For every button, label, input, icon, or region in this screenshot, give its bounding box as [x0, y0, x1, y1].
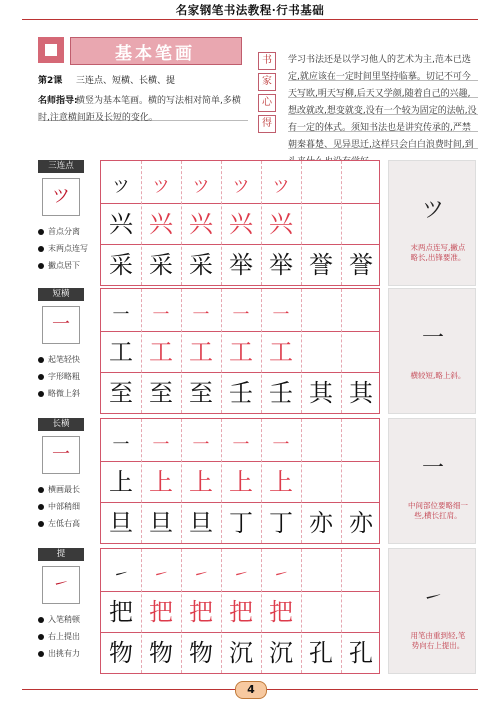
bullet-icon: [38, 229, 44, 235]
practice-character: 采: [109, 251, 133, 279]
practice-character: ㇀: [192, 565, 210, 585]
page-header-title: 名家钢笔书法教程·行书基础: [175, 3, 325, 17]
practice-character: 上: [269, 468, 293, 496]
section-example-box: [42, 566, 80, 604]
practice-character: 采: [149, 251, 173, 279]
practice-character: 沉: [269, 639, 293, 667]
practice-character: 物: [189, 639, 213, 667]
practice-grid: [100, 548, 380, 674]
practice-character: ツ: [192, 177, 210, 197]
teacher-guidance-label: 名师指导:: [38, 96, 78, 106]
section-tip: [38, 631, 100, 645]
practice-character: 丁: [229, 509, 253, 537]
stroke-demo-caption: 用笔由重到轻,笔势向右上提出。: [410, 631, 466, 650]
practice-character: 把: [189, 598, 213, 626]
side-column-char: 得: [258, 115, 276, 133]
bullet-icon: [38, 617, 44, 623]
grid-column-divider: [181, 289, 182, 413]
grid-column-divider: [301, 289, 302, 413]
practice-character: 兴: [149, 210, 173, 238]
section-tip-text: 右上提出: [48, 632, 80, 641]
grid-row-divider: [101, 502, 379, 503]
practice-character: 把: [109, 598, 133, 626]
practice-character: 一: [272, 305, 290, 325]
section-tip-text: 横画最长: [48, 485, 80, 494]
practice-character: 孔: [309, 639, 333, 667]
section-tip-text: 左低右高: [48, 519, 80, 528]
practice-character: 一: [272, 435, 290, 455]
practice-character: 举: [269, 251, 293, 279]
practice-character: 举: [229, 251, 253, 279]
grid-column-divider: [301, 161, 302, 285]
practice-character: 物: [149, 639, 173, 667]
practice-character: 旦: [109, 509, 133, 537]
practice-character: 誉: [349, 251, 373, 279]
grid-column-divider: [301, 549, 302, 673]
grid-column-divider: [261, 161, 262, 285]
bullet-icon: [38, 634, 44, 640]
section-label: 提: [38, 548, 84, 561]
section-tip: [38, 648, 100, 662]
section-label: 长横: [38, 418, 84, 431]
practice-character: 上: [109, 468, 133, 496]
practice-character: 亦: [349, 509, 373, 537]
section-tip-text: 撇点居下: [48, 261, 80, 270]
practice-character: 壬: [269, 379, 293, 407]
practice-character: ツ: [272, 177, 290, 197]
section-tip-text: 起笔轻快: [48, 355, 80, 364]
grid-column-divider: [141, 161, 142, 285]
section-example-box: [42, 436, 80, 474]
section-tip-text: 略微上斜: [48, 389, 80, 398]
practice-character: 采: [189, 251, 213, 279]
grid-column-divider: [341, 419, 342, 543]
practice-character: 至: [149, 379, 173, 407]
side-column-char: 心: [258, 94, 276, 112]
section-tip: [38, 260, 100, 274]
calligraphy-essay: 学习书法还是以学习他人的艺术为主,范本已选定,就应该在一定时间里坚持临摹。切记不可今天写欧,明天写柳,后天又学颜,随着自己的兴趣,想改就改,想变就变,没有一个较为固定的法帖,没有一定的体式。须知书法也是讲究传承的,严禁朝秦暮楚、见异思迁,这样只会白白浪费时间,到: [288, 55, 477, 150]
practice-character: 一: [112, 435, 130, 455]
practice-character: 丁: [269, 509, 293, 537]
grid-column-divider: [181, 419, 182, 543]
bullet-icon: [38, 391, 44, 397]
stroke-demo-caption: 末两点连写,撇点略长,出锋要准。: [410, 243, 466, 262]
section-tip: [38, 614, 100, 628]
practice-character: 誉: [309, 251, 333, 279]
section-tip: [38, 501, 100, 515]
stroke-demo-panel: [388, 548, 476, 674]
practice-character: 兴: [229, 210, 253, 238]
grid-row-divider: [101, 244, 379, 245]
grid-column-divider: [141, 289, 142, 413]
section-label: 短横: [38, 288, 84, 301]
bullet-icon: [38, 246, 44, 252]
section-example-glyph: 一: [52, 444, 70, 465]
section-tip: [38, 226, 100, 240]
practice-character: 上: [189, 468, 213, 496]
grid-column-divider: [181, 549, 182, 673]
grid-column-divider: [221, 549, 222, 673]
section-example-box: [42, 306, 80, 344]
grid-column-divider: [181, 161, 182, 285]
lesson-description: 三连点、短横、长横、提: [76, 76, 176, 86]
section-tip-text: 末两点连写: [48, 244, 88, 253]
practice-character: 旦: [189, 509, 213, 537]
bullet-icon: [38, 487, 44, 493]
practice-character: 其: [309, 379, 333, 407]
grid-row-divider: [101, 632, 379, 633]
section-tip: [38, 243, 100, 257]
grid-column-divider: [301, 419, 302, 543]
practice-character: 一: [192, 305, 210, 325]
practice-character: 工: [189, 338, 213, 366]
practice-character: 一: [232, 305, 250, 325]
lesson-banner-title: 基本笔画: [115, 44, 195, 64]
stroke-demo-panel: [388, 288, 476, 414]
section-tip: [38, 354, 100, 368]
grid-column-divider: [221, 161, 222, 285]
grid-row-divider: [101, 372, 379, 373]
practice-character: 把: [229, 598, 253, 626]
bullet-icon: [38, 263, 44, 269]
bullet-icon: [38, 504, 44, 510]
practice-character: ツ: [112, 177, 130, 197]
grid-column-divider: [261, 419, 262, 543]
grid-column-divider: [221, 419, 222, 543]
practice-character: 工: [149, 338, 173, 366]
section-tip: [38, 518, 100, 532]
practice-character: 物: [109, 639, 133, 667]
stroke-demo-glyph: 一: [421, 456, 444, 481]
practice-character: ㇀: [232, 565, 250, 585]
practice-character: 其: [349, 379, 373, 407]
practice-character: 上: [229, 468, 253, 496]
grid-column-divider: [261, 549, 262, 673]
stroke-demo-glyph: 一: [421, 326, 444, 351]
practice-character: 一: [152, 435, 170, 455]
section-label: 三连点: [38, 160, 84, 173]
side-column-char: 书: [258, 52, 276, 70]
banner-square-inner: [45, 44, 57, 56]
practice-character: 工: [229, 338, 253, 366]
practice-character: 工: [109, 338, 133, 366]
lesson-number: 第2课: [38, 76, 63, 86]
stroke-demo-panel: [388, 418, 476, 544]
page-number: 4: [235, 681, 267, 699]
practice-character: 一: [152, 305, 170, 325]
section-tip: [38, 388, 100, 402]
practice-character: ㇀: [152, 565, 170, 585]
grid-column-divider: [341, 549, 342, 673]
stroke-demo-glyph: ㇀: [421, 586, 444, 611]
practice-character: 兴: [189, 210, 213, 238]
practice-character: 工: [269, 338, 293, 366]
practice-character: 沉: [229, 639, 253, 667]
grid-column-divider: [341, 289, 342, 413]
practice-character: 亦: [309, 509, 333, 537]
practice-grid: [100, 288, 380, 414]
grid-column-divider: [141, 419, 142, 543]
practice-character: ㇀: [272, 565, 290, 585]
section-tip-text: 字形略粗: [48, 372, 80, 381]
stroke-demo-glyph: ツ: [421, 198, 444, 223]
teacher-guidance-text: 横竖为基本笔画。横的写法相对简单,多横时,注意横间距及长短的变化。: [38, 96, 241, 123]
practice-grid: [100, 160, 380, 286]
practice-character: 至: [109, 379, 133, 407]
side-column-char: 家: [258, 73, 276, 91]
practice-character: ツ: [152, 177, 170, 197]
header-divider: [22, 19, 478, 20]
stroke-demo-panel: [388, 160, 476, 286]
practice-character: ㇀: [112, 565, 130, 585]
practice-character: 上: [149, 468, 173, 496]
section-example-glyph: 一: [52, 314, 70, 335]
grid-column-divider: [341, 161, 342, 285]
practice-character: 至: [189, 379, 213, 407]
section-tip-text: 入笔稍顿: [48, 615, 80, 624]
practice-character: 旦: [149, 509, 173, 537]
grid-column-divider: [221, 289, 222, 413]
bullet-icon: [38, 374, 44, 380]
section-example-box: [42, 178, 80, 216]
practice-character: 一: [112, 305, 130, 325]
bullet-icon: [38, 521, 44, 527]
bullet-icon: [38, 357, 44, 363]
practice-character: 一: [192, 435, 210, 455]
practice-character: 兴: [269, 210, 293, 238]
stroke-demo-caption: 横较短,略上斜。: [410, 371, 466, 380]
section-tip-text: 中部稍细: [48, 502, 80, 511]
section-tip: [38, 484, 100, 498]
practice-grid: [100, 418, 380, 544]
practice-character: 兴: [109, 210, 133, 238]
practice-character: 一: [232, 435, 250, 455]
grid-column-divider: [261, 289, 262, 413]
practice-character: 把: [269, 598, 293, 626]
section-tip-text: 出挑有力: [48, 649, 80, 658]
section-tip-text: 首点分离: [48, 227, 80, 236]
practice-character: 把: [149, 598, 173, 626]
section-example-glyph: ㇀: [52, 574, 70, 595]
practice-character: 孔: [349, 639, 373, 667]
practice-character: 壬: [229, 379, 253, 407]
section-tip: [38, 371, 100, 385]
stroke-demo-caption: 中间部位要略细一些,横长扛肩。: [408, 501, 468, 520]
section-example-glyph: ツ: [52, 186, 70, 207]
bullet-icon: [38, 651, 44, 657]
grid-column-divider: [141, 549, 142, 673]
practice-character: ツ: [232, 177, 250, 197]
